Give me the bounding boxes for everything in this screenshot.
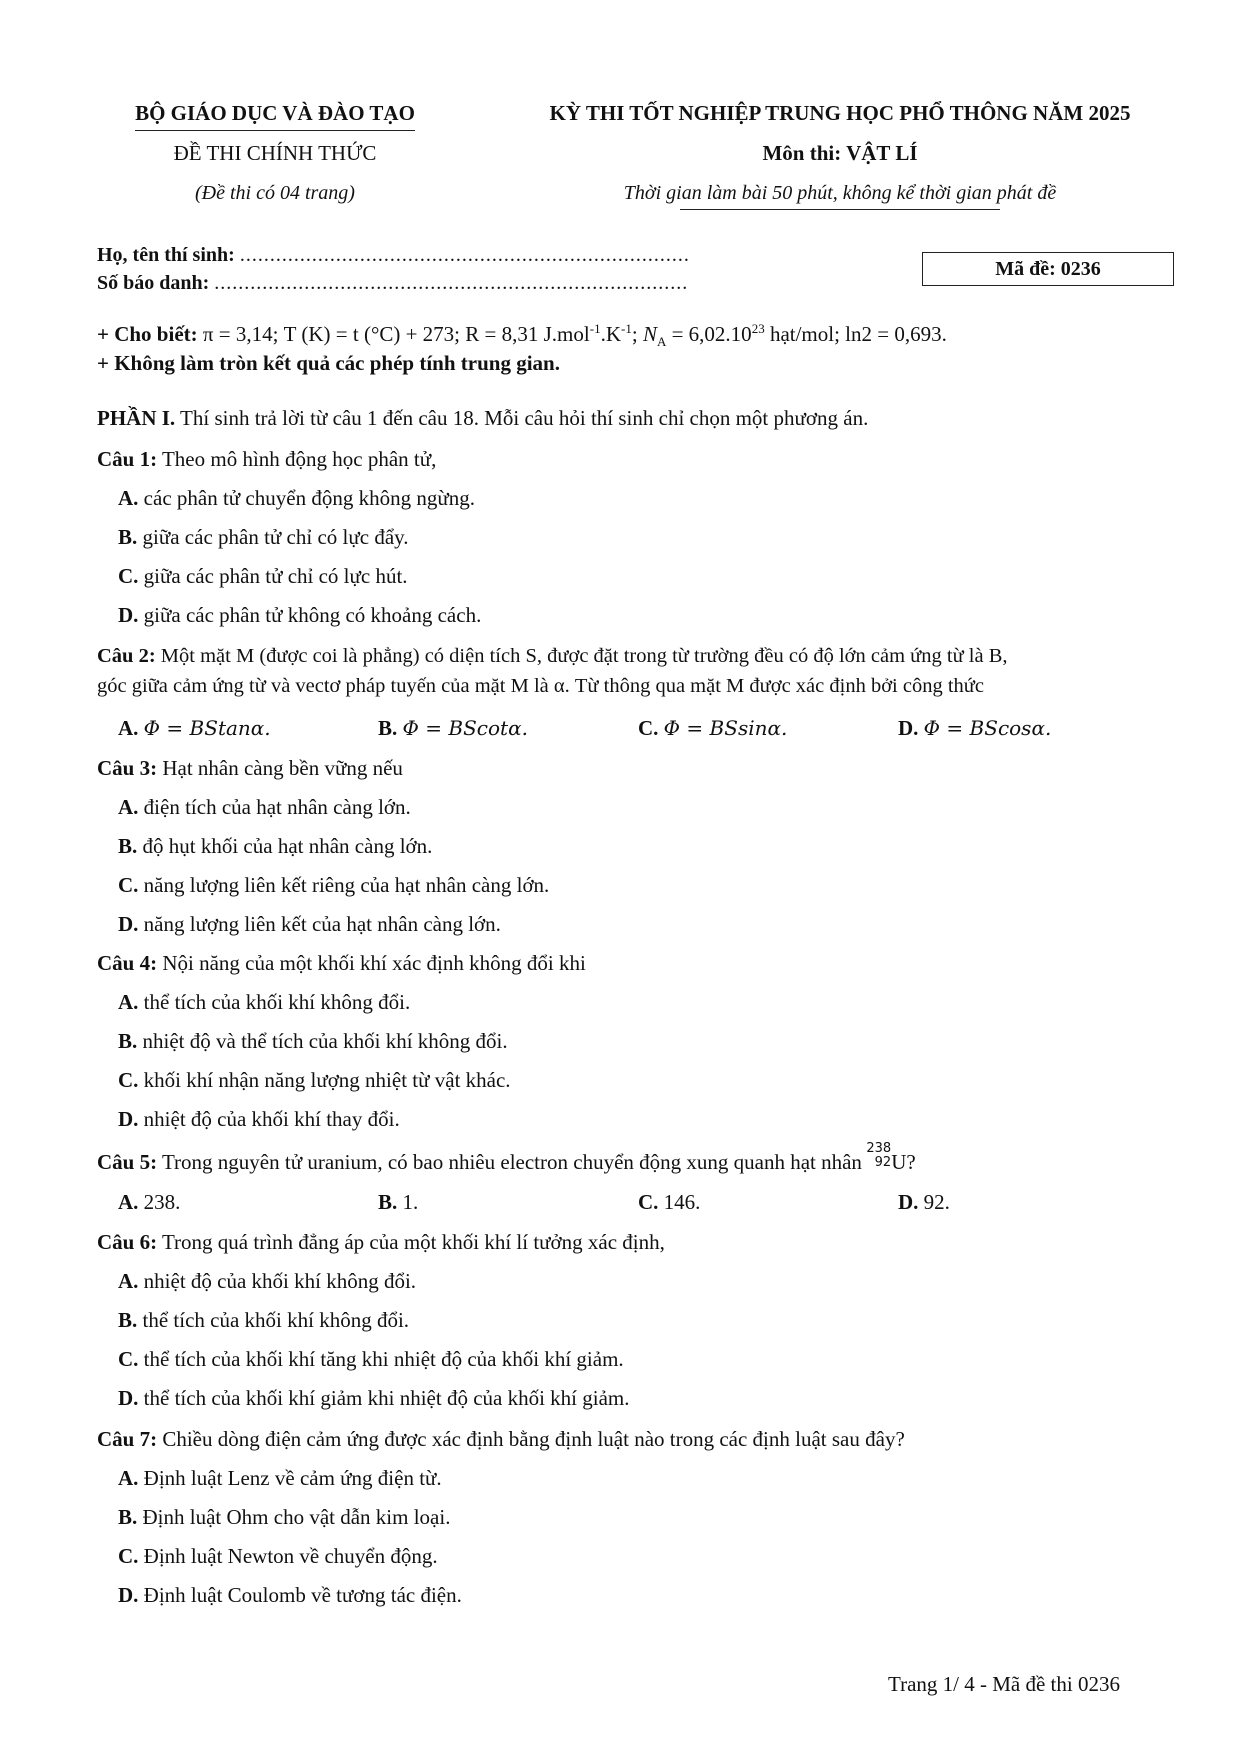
q6-option-d[interactable]: D. thể tích của khối khí giảm khi nhiệt độ của khối khí giảm. [118,1386,630,1410]
q5-option-c[interactable]: C. 146. [638,1190,701,1214]
q7-option-c[interactable]: C. Định luật Newton về chuyển động. [118,1544,438,1568]
givens-line [97,321,947,350]
q4-option-b[interactable]: B. nhiệt độ và thể tích của khối khí không đổi. [118,1029,508,1053]
given-na: $N_A = 6,02.10^{23}$ hạt/mol; ln2 = 0,693. [642,321,947,350]
exam-code-label: Mã đề: [995,257,1056,280]
q4-option-c[interactable]: C. khối khí nhận năng lượng nhiệt từ vật khác. [118,1068,511,1092]
q2-label: Câu 2: [97,645,156,667]
subject: Môn thi: VẬT LÍ [762,141,918,165]
q2-option-d[interactable]: D. Φ = BScosα. [898,716,1052,740]
uranium-symbol: U? [891,1150,916,1174]
q1-text: Theo mô hình động học phân tử, [161,447,437,471]
given-temperature: T (K) = t (°C) + 273; [283,322,461,346]
page-count: (Đề thi có 04 trang) [195,182,355,204]
question-7 [97,1427,905,1452]
q3-option-b[interactable]: B. độ hụt khối của hạt nhân càng lớn. [118,834,433,858]
q7-option-b[interactable]: B. Định luật Ohm cho vật dẫn kim loại. [118,1505,451,1529]
q5-option-b[interactable]: B. 1. [378,1190,419,1214]
q6-option-a[interactable]: A. nhiệt độ của khối khí không đổi. [118,1269,417,1293]
q7-text: Chiều dòng điện cảm ứng được xác định bằng định luật nào trong các định luật sau đây? [162,1427,905,1451]
given-r: R = 8,31 $J.mol^{-1}.K^{-1}$; [465,321,638,346]
part1-instruction [97,406,868,431]
q4-label: Câu 4: [97,951,158,975]
q7-option-d[interactable]: D. Định luật Coulomb về tương tác điện. [118,1583,462,1607]
q2-option-c[interactable]: C. Φ = BSsinα. [638,716,788,740]
q5-label: Câu 5: [97,1150,158,1174]
q6-label: Câu 6: [97,1230,158,1254]
ministry-name: BỘ GIÁO DỤC VÀ ĐÀO TẠO [135,98,415,131]
q1-option-a[interactable]: A. các phân tử chuyển động không ngừng. [118,486,475,510]
q3-label: Câu 3: [97,756,158,780]
page-footer: Trang 1/ 4 - Mã đề thi 0236 [888,1672,1120,1696]
q2-option-b[interactable]: B. Φ = BScotα. [378,716,528,740]
uranium-nuclide: 238 92 [866,1141,892,1170]
q4-text: Nội năng của một khối khí xác định không đổi khi [162,951,586,975]
candidate-name-row [97,244,690,267]
givens-prefix: + Cho biết: [97,322,198,346]
q7-label: Câu 7: [97,1427,158,1451]
q3-option-d[interactable]: D. năng lượng liên kết của hạt nhân càng lớn. [118,912,501,936]
q2-text-1: Một mặt M (được coi là phẳng) có diện tích S, được đặt trong từ trường đều có độ lớn cảm ứng từ là B, [160,645,1008,667]
exam-code: 0236 [1060,257,1101,280]
q6-option-b[interactable]: B. thể tích của khối khí không đổi. [118,1308,410,1332]
q6-option-c[interactable]: C. thể tích của khối khí tăng khi nhiệt độ của khối khí giảm. [118,1347,624,1371]
q3-option-c[interactable]: C. năng lượng liên kết riêng của hạt nhân càng lớn. [118,873,550,897]
q3-text: Hạt nhân càng bền vững nếu [162,756,403,780]
q2-option-a[interactable]: A. Φ = BStanα. [118,716,271,740]
question-6 [97,1230,665,1255]
exam-title: KỲ THI TỐT NGHIỆP TRUNG HỌC PHỔ THÔNG NĂM 2025 [549,101,1131,125]
q1-option-c[interactable]: C. giữa các phân tử chỉ có lực hút. [118,564,408,588]
candidate-id-row [97,272,688,295]
part1-label: PHẦN I. [97,406,176,430]
q5-option-a[interactable]: A. 238. [118,1190,181,1214]
candidate-id-label: Số báo danh: [97,272,210,294]
q4-option-d[interactable]: D. nhiệt độ của khối khí thay đổi. [118,1107,400,1131]
q4-option-a[interactable]: A. thể tích của khối khí không đổi. [118,990,411,1014]
question-2 [97,645,1008,668]
candidate-name-field[interactable]: ........................................................................... [239,244,690,266]
official-label: ĐỀ THI CHÍNH THỨC [173,141,377,165]
q3-option-a[interactable]: A. điện tích của hạt nhân càng lớn. [118,795,411,819]
q5-option-d[interactable]: D. 92. [898,1190,950,1214]
q6-text: Trong quá trình đẳng áp của một khối khí lí tưởng xác định, [161,1230,665,1254]
header-right [500,98,1180,208]
q7-option-a[interactable]: A. Định luật Lenz về cảm ứng điện từ. [118,1466,442,1490]
duration-underline [680,209,1000,210]
question-5 [97,1141,916,1175]
no-rounding-note: + Không làm tròn kết quả các phép tính trung gian. [97,351,560,375]
q1-option-b[interactable]: B. giữa các phân tử chỉ có lực đẩy. [118,525,409,549]
q2-text-2: góc giữa cảm ứng từ và vectơ pháp tuyến của mặt M là α. Từ thông qua mặt M được xác định bởi công thức [97,675,984,697]
part1-text: Thí sinh trả lời từ câu 1 đến câu 18. Mỗi câu hỏi thí sinh chỉ chọn một phương án. [180,406,869,430]
candidate-name-label: Họ, tên thí sinh: [97,244,235,266]
exam-code-box [922,252,1174,286]
duration: Thời gian làm bài 50 phút, không kể thời gian phát đề [623,182,1057,204]
question-4 [97,951,586,976]
q1-option-d[interactable]: D. giữa các phân tử không có khoảng cách. [118,603,482,627]
candidate-id-field[interactable]: ............................................................................... [214,272,689,294]
given-pi: π = 3,14; [202,322,279,346]
question-3 [97,756,403,781]
q1-label: Câu 1: [97,447,158,471]
header-left [100,98,450,208]
question-1 [97,447,436,472]
q5-text: Trong nguyên tử uranium, có bao nhiêu electron chuyển động xung quanh hạt nhân [161,1150,862,1174]
